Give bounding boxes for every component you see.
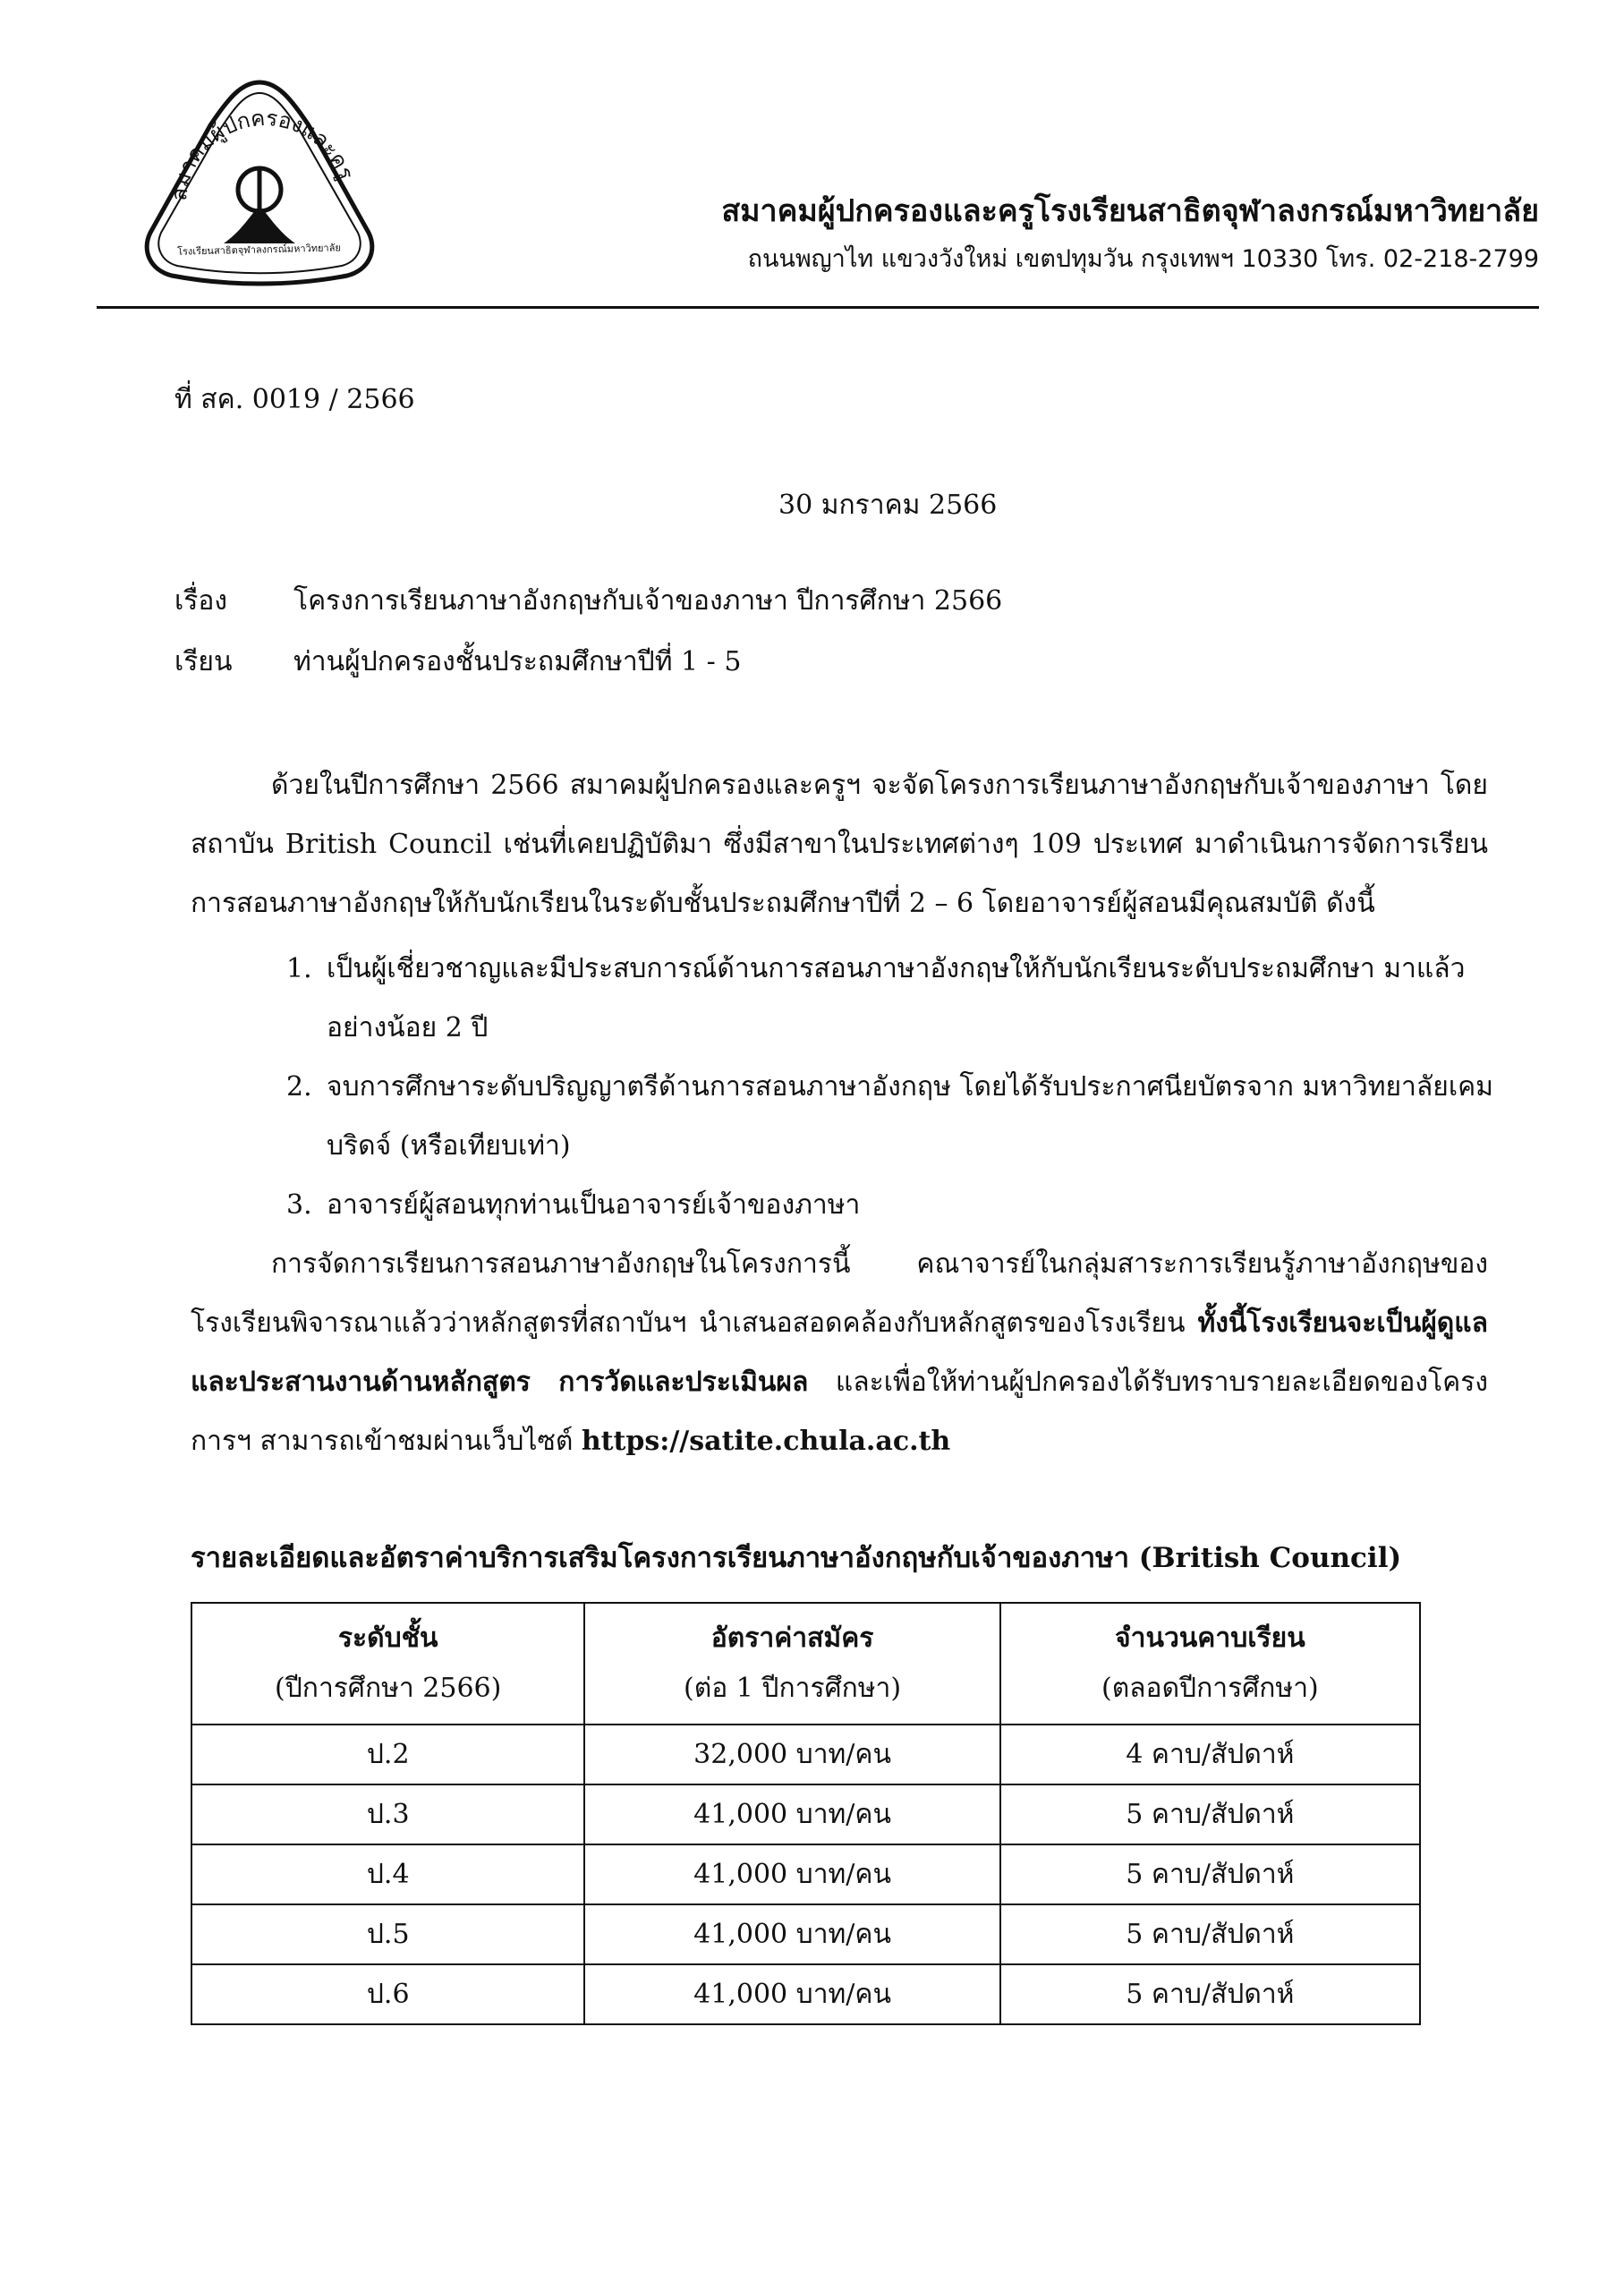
table-row	[191, 1904, 1420, 1964]
qualification-list	[286, 940, 1494, 1235]
cell-level: ป.4	[191, 1844, 584, 1904]
table-row	[191, 1784, 1420, 1844]
recipient-text: ท่านผู้ปกครองชั้นประถมศึกษาปีที่ 1 - 5	[293, 646, 742, 677]
paragraph-curriculum-text: การจัดการเรียนการสอนภาษาอังกฤษในโครงการนี้ คณาจารย์ในกลุ่มสาระการเรียนรู้ภาษาอังกฤษของโรงเรียนพิจารณาแล้วว่าหลักสูตรที่สถาบันฯ นำเสนอสอดคล้องกับหลักสูตรของโรงเรียน	[191, 1248, 1488, 1339]
reference-number: ที่ สค. 0019 / 2566	[174, 384, 415, 415]
logo-bottom-text: โรงเรียนสาธิตจุฬาลงกรณ์มหาวิทยาลัย	[176, 242, 342, 258]
cell-periods: 5 คาบ/สัปดาห์	[1000, 1784, 1420, 1844]
header-level-main: ระดับชั้น	[337, 1622, 438, 1654]
cell-level: ป.3	[191, 1784, 584, 1844]
association-logo	[134, 72, 385, 295]
list-text: จบการศึกษาระดับปริญญาตรีด้านการสอนภาษาอังกฤษ โดยได้รับประกาศนียบัตรจาก มหาวิทยาลัยเคมบริดจ์ (หรือเทียบเท่า)	[327, 1071, 1493, 1162]
cell-periods: 5 คาบ/สัปดาห์	[1000, 1904, 1420, 1964]
logo-arc-text: สมาคมผู้ปกครองและครู	[166, 105, 359, 202]
table-row	[191, 1964, 1420, 2024]
table-title: รายละเอียดและอัตราค่าบริการเสริมโครงการเรียนภาษาอังกฤษกับเจ้าของภาษา (British Council)	[191, 1542, 1402, 1574]
fee-table	[191, 1602, 1421, 2025]
list-number: 1.	[286, 953, 312, 984]
header-fee-sub: (ต่อ 1 ปีการศึกษา)	[684, 1673, 902, 1704]
list-number: 3.	[286, 1189, 312, 1221]
list-text: เป็นผู้เชี่ยวชาญและมีประสบการณ์ด้านการสอนภาษาอังกฤษให้กับนักเรียนระดับประถมศึกษา มาแล้วอย่างน้อย 2 ปี	[327, 953, 1466, 1043]
recipient-label: เรียน	[174, 646, 233, 677]
cell-fee: 32,000 บาท/คน	[584, 1725, 999, 1784]
cell-fee: 41,000 บาท/คน	[584, 1844, 999, 1904]
table-row	[191, 1725, 1420, 1784]
letterhead-text	[707, 190, 1539, 281]
cell-fee: 41,000 บาท/คน	[584, 1904, 999, 1964]
header-fee-main: อัตราค่าสมัคร	[710, 1622, 874, 1654]
header-periods-main: จำนวนคาบเรียน	[1115, 1622, 1305, 1654]
subject-label: เรื่อง	[174, 585, 228, 617]
header-level-sub: (ปีการศึกษา 2566)	[275, 1673, 502, 1704]
website-link[interactable]: https://satite.chula.ac.th	[581, 1426, 951, 1457]
header-periods-sub: (ตลอดปีการศึกษา)	[1101, 1673, 1319, 1704]
paragraph-intro-text: ด้วยในปีการศึกษา 2566 สมาคมผู้ปกครองและครูฯ จะจัดโครงการเรียนภาษาอังกฤษกับเจ้าของภาษา โดยสถาบัน British Council เช่นที่เคยปฏิบัติมา ซึ่งมีสาขาในประเทศต่างๆ 109 ประเทศ มาดำเนินการจัดการเรียนการสอนภาษาอังกฤษให้กับนักเรียนในระดับชั้นประถมศึกษาปีที่ 2 – 6 โดยอาจารย์ผู้สอนมีคุณสมบัติ ดังนี้	[191, 770, 1488, 919]
organization-address: ถนนพญาไท แขวงวังใหม่ เขตปทุมวัน กรุงเทพฯ 10330 โทร. 02-218-2799	[747, 245, 1539, 273]
list-item	[286, 1176, 1494, 1235]
letter-date: 30 มกราคม 2566	[778, 490, 998, 521]
cell-periods: 4 คาบ/สัปดาห์	[1000, 1725, 1420, 1784]
cell-level: ป.5	[191, 1904, 584, 1964]
paragraph-curriculum-text-2: และเพื่อให้ท่านผู้ปกครองได้รับทราบรายละเอียดของโครงการฯ สามารถเข้าชมผ่านเว็บไซต์	[191, 1367, 1488, 1457]
svg-text:สมาคมผู้ปกครองและครู	[166, 106, 359, 202]
cell-periods: 5 คาบ/สัปดาห์	[1000, 1964, 1420, 2024]
subject-text: โครงการเรียนภาษาอังกฤษกับเจ้าของภาษา ปีการศึกษา 2566	[293, 585, 1003, 617]
cell-periods: 5 คาบ/สัปดาห์	[1000, 1844, 1420, 1904]
paragraph-intro	[191, 756, 1488, 933]
cell-fee: 41,000 บาท/คน	[584, 1964, 999, 2024]
organization-name: สมาคมผู้ปกครองและครูโรงเรียนสาธิตจุฬาลงกรณ์มหาวิทยาลัย	[721, 193, 1539, 229]
list-item	[286, 940, 1494, 1058]
header-level	[191, 1603, 584, 1725]
cell-fee: 41,000 บาท/คน	[584, 1784, 999, 1844]
svg-text:โรงเรียนสาธิตจุฬาลงกรณ์มหาวิทย	[177, 242, 341, 257]
paragraph-curriculum	[191, 1235, 1488, 1471]
header-periods	[1000, 1603, 1420, 1725]
cell-level: ป.2	[191, 1725, 584, 1784]
list-text: อาจารย์ผู้สอนทุกท่านเป็นอาจารย์เจ้าของภาษา	[327, 1189, 861, 1221]
list-item	[286, 1058, 1494, 1176]
paragraph-curriculum-emphasis: ทั้งนี้โรงเรียนจะเป็นผู้ดูแลและประสานงานด้านหลักสูตร การวัดและประเมินผล	[191, 1307, 1488, 1398]
cell-level: ป.6	[191, 1964, 584, 2024]
table-header-row	[191, 1603, 1420, 1725]
header-divider	[97, 306, 1539, 309]
list-number: 2.	[286, 1071, 312, 1103]
header-fee	[584, 1603, 999, 1725]
table-row	[191, 1844, 1420, 1904]
